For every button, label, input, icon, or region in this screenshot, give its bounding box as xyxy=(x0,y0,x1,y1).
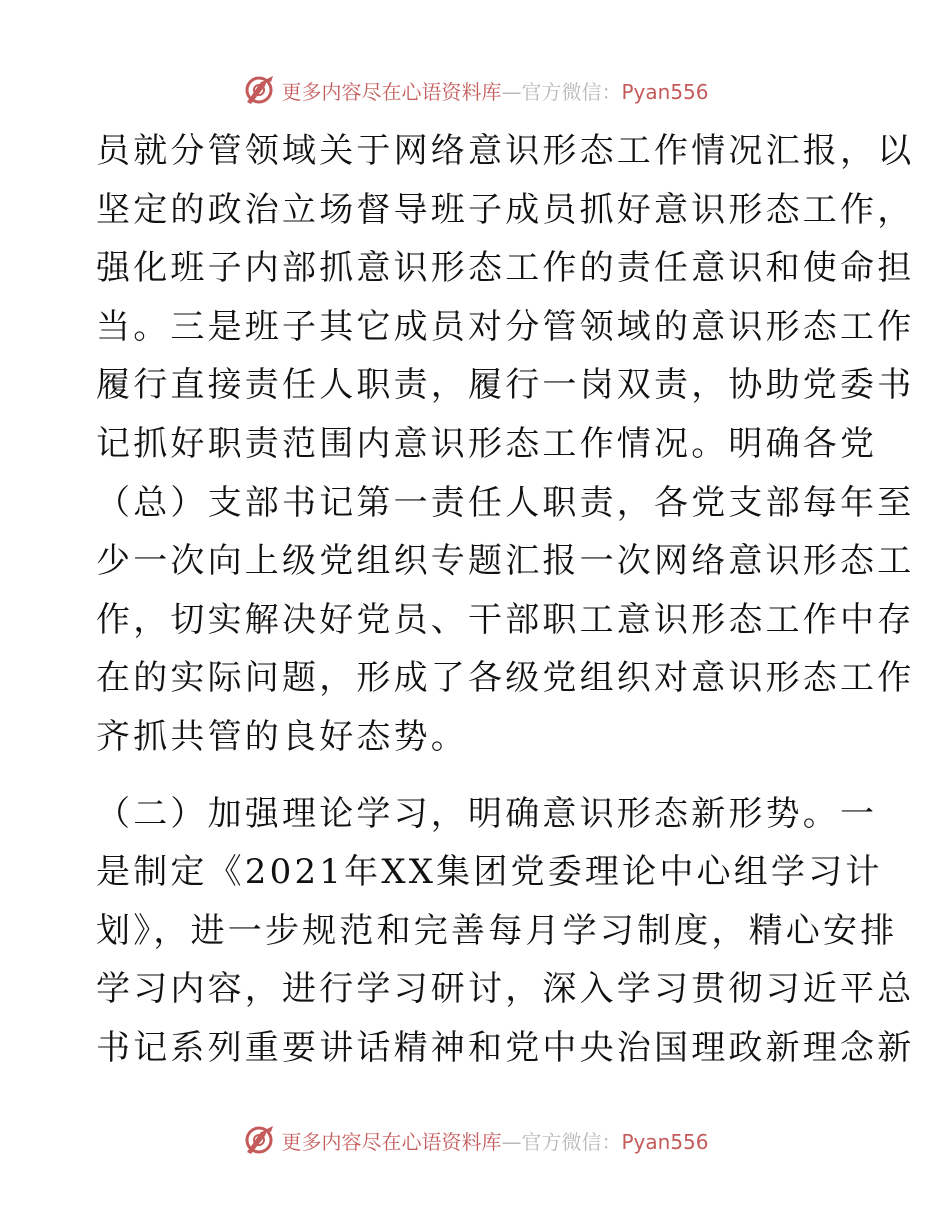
watermark-brand: 更多内容尽在心语资料库 xyxy=(281,79,502,104)
pen-logo-icon xyxy=(241,72,277,108)
text-line: 少一次向上级党组织专题汇报一次网络意识形态工 xyxy=(96,541,915,582)
watermark-wechat-id: Pyan556 xyxy=(621,79,709,104)
watermark-text xyxy=(281,76,708,105)
text-line: 划》，进一步规范和完善每月学习制度，精心安排 xyxy=(96,910,898,951)
text-line: 书记系列重要讲话精神和党中央治国理政新理念新 xyxy=(96,1027,915,1068)
pen-logo-icon xyxy=(241,1122,277,1158)
text-line: 作，切实解决好党员、干部职工意识形态工作中存 xyxy=(96,599,915,640)
text-line: 履行直接责任人职责，履行一岗双责，协助党委书 xyxy=(96,365,915,406)
document-body xyxy=(96,122,915,1078)
text-line: 强化班子内部抓意识形态工作的责任意识和使命担 xyxy=(96,248,915,289)
header-watermark xyxy=(0,70,950,110)
watermark-separator: — xyxy=(501,1129,522,1154)
text-line: （二）加强理论学习，明确意识形态新形势。一 xyxy=(96,793,878,834)
text-line: （总）支部书记第一责任人职责，各党支部每年至 xyxy=(96,482,915,523)
text-line: 齐抓共管的良好态势。 xyxy=(96,716,468,757)
text-line: 坚定的政治立场督导班子成员抓好意识形态工作， xyxy=(96,189,915,230)
paragraph-2 xyxy=(96,785,915,1078)
watermark-text xyxy=(281,1126,708,1155)
text-line: 记抓好职责范围内意识形态工作情况。明确各党 xyxy=(96,423,878,464)
text-line: 在的实际问题，形成了各级党组织对意识形态工作 xyxy=(96,658,915,699)
watermark-wechat-label: 官方微信： xyxy=(521,1129,622,1154)
watermark-brand: 更多内容尽在心语资料库 xyxy=(281,1129,502,1154)
watermark-separator: — xyxy=(501,79,522,104)
watermark-wechat-id: Pyan556 xyxy=(621,1129,709,1154)
watermark-wechat-label: 官方微信： xyxy=(521,79,622,104)
text-line: 学习内容，进行学习研讨，深入学习贯彻习近平总 xyxy=(96,969,915,1010)
text-line: 当。三是班子其它成员对分管领域的意识形态工作 xyxy=(96,306,915,347)
paragraph-1 xyxy=(96,122,915,767)
text-line: 员就分管领域关于网络意识形态工作情况汇报，以 xyxy=(96,131,915,171)
footer-watermark xyxy=(0,1120,950,1160)
text-line: 是制定《2021年XX集团党委理论中心组学习计 xyxy=(96,852,883,893)
